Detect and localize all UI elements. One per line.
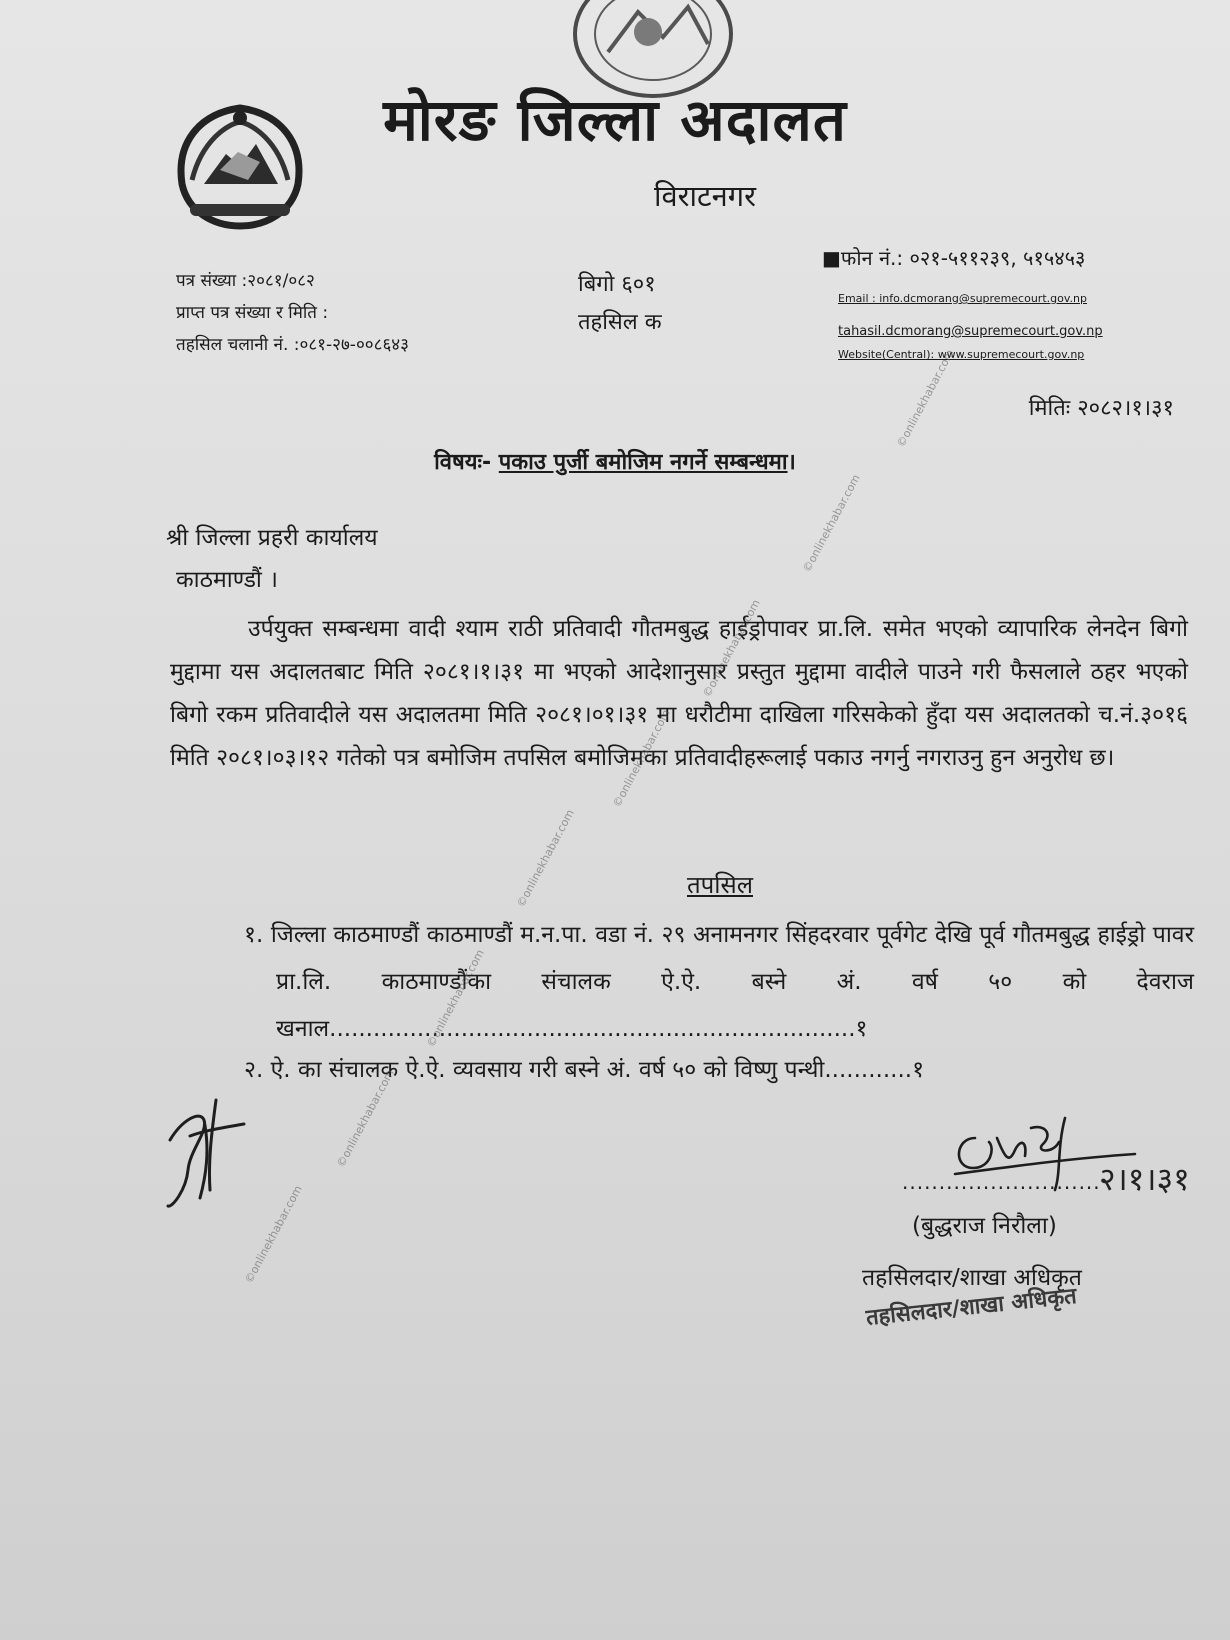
watermark: ©onlinekhabar.com bbox=[242, 1183, 305, 1286]
website: Website(Central): www.supremecourt.gov.np bbox=[838, 348, 1085, 361]
watermark: ©onlinekhabar.com bbox=[334, 1067, 397, 1170]
officer-signature bbox=[935, 1098, 1205, 1218]
watermark: ©onlinekhabar.com bbox=[800, 472, 863, 575]
tapasil-item-2: २. ऐ. का संचालक ऐ.ऐ. व्यवसाय गरी बस्ने अं. वर्ष ५० को विष्णु पन्थी............१ bbox=[244, 1057, 925, 1083]
signature-line: ........................... bbox=[902, 1170, 1101, 1194]
tapasil-heading: तपसिल bbox=[686, 871, 754, 899]
addressee-office: श्री जिल्ला प्रहरी कार्यालय bbox=[166, 525, 378, 551]
email-info: Email : info.dcmorang@supremecourt.gov.np bbox=[838, 292, 1087, 305]
subject-text: पकाउ पुर्जी बमोजिम नगर्ने सम्बन्धमा bbox=[498, 450, 788, 475]
court-city: विराटनगर bbox=[654, 179, 756, 213]
watermark: ©onlinekhabar.com bbox=[700, 597, 763, 700]
watermark: ©onlinekhabar.com bbox=[514, 807, 577, 910]
designation-stamp: तहसिलदार/शाखा अधिकृत bbox=[864, 1283, 1078, 1331]
email-tahasil: tahasil.dcmorang@supremecourt.gov.np bbox=[838, 324, 1103, 339]
received-letter-number: प्राप्त पत्र संख्या र मिति : bbox=[176, 303, 329, 323]
watermark: ©onlinekhabar.com bbox=[424, 947, 487, 1050]
subject-line bbox=[0, 446, 1230, 476]
watermark: ©onlinekhabar.com bbox=[894, 347, 957, 450]
body-paragraph: उर्पयुक्त सम्बन्धमा वादी श्याम राठी प्रतिवादी गौतमबुद्ध हाईड्रोपावर प्रा.लि. समेत भएको व्यापारिक लेनदेन बिगो मुद्दामा यस अदालतबाट मिति २०८१।१।३१ मा भएको आदेशानुसार प्रस्तुत मुद्दामा वादीले पाउने गरी फैसलाले ठहर भएको बिगो रकम प्रतिवादीले यस अदालतमा मिति २०८१।०१।३१ मा धरौटीमा दाखिला गरिसकेको हुँदा यस अदालतको च.नं.३०१६ मिति २०८१।०३।१२ गतेको पत्र बमोजिम तपसिल बमोजिमका प्रतिवादीहरूलाई पकाउ नगर्नु नगराउनु हुन अनुरोध छ। bbox=[170, 616, 1188, 771]
signature-date: २।१।३१ bbox=[1099, 1160, 1190, 1198]
case-section: तहसिल क bbox=[578, 310, 662, 335]
letter-number: पत्र संख्या :२०८१/०८२ bbox=[176, 271, 315, 291]
subject-label: विषयः- bbox=[434, 450, 492, 475]
tapasil-item-1-text: १. जिल्ला काठमाण्डौं काठमाण्डौं म.न.पा. वडा नं. २९ अनामनगर सिंहदरवार पूर्वगेट देखि पूर्व गौतमबुद्ध हाईड्रो पावर प्रा.लि. काठमाण्डौंका संचालक ऐ.ऐ. बस्ने अं. वर्ष ५० को देवराज खनाल........................................................................१ bbox=[244, 922, 1194, 1042]
signatory-name: (बुद्धराज निरौला) bbox=[912, 1213, 1057, 1239]
case-number: बिगो ६०१ bbox=[578, 272, 656, 297]
court-name: मोरङ जिल्ला अदालत bbox=[383, 86, 847, 154]
signatory-designation: तहसिलदार/शाखा अधिकृत bbox=[862, 1265, 1082, 1291]
initials-signature bbox=[160, 1080, 250, 1212]
watermark: ©onlinekhabar.com bbox=[610, 707, 673, 810]
addressee-place: काठमाण्डौं । bbox=[176, 567, 278, 593]
letter-date: मितिः २०८२।१।३१ bbox=[1028, 396, 1174, 421]
phone-number: ■फोन नं.: ०२१-५११२३९, ५१५४५३ bbox=[822, 246, 1086, 270]
subject-end: । bbox=[787, 450, 796, 475]
dispatch-number: तहसिल चलानी नं. :०८१-२७-००८६४३ bbox=[176, 335, 409, 355]
tapasil-item-1 bbox=[244, 912, 1194, 1053]
